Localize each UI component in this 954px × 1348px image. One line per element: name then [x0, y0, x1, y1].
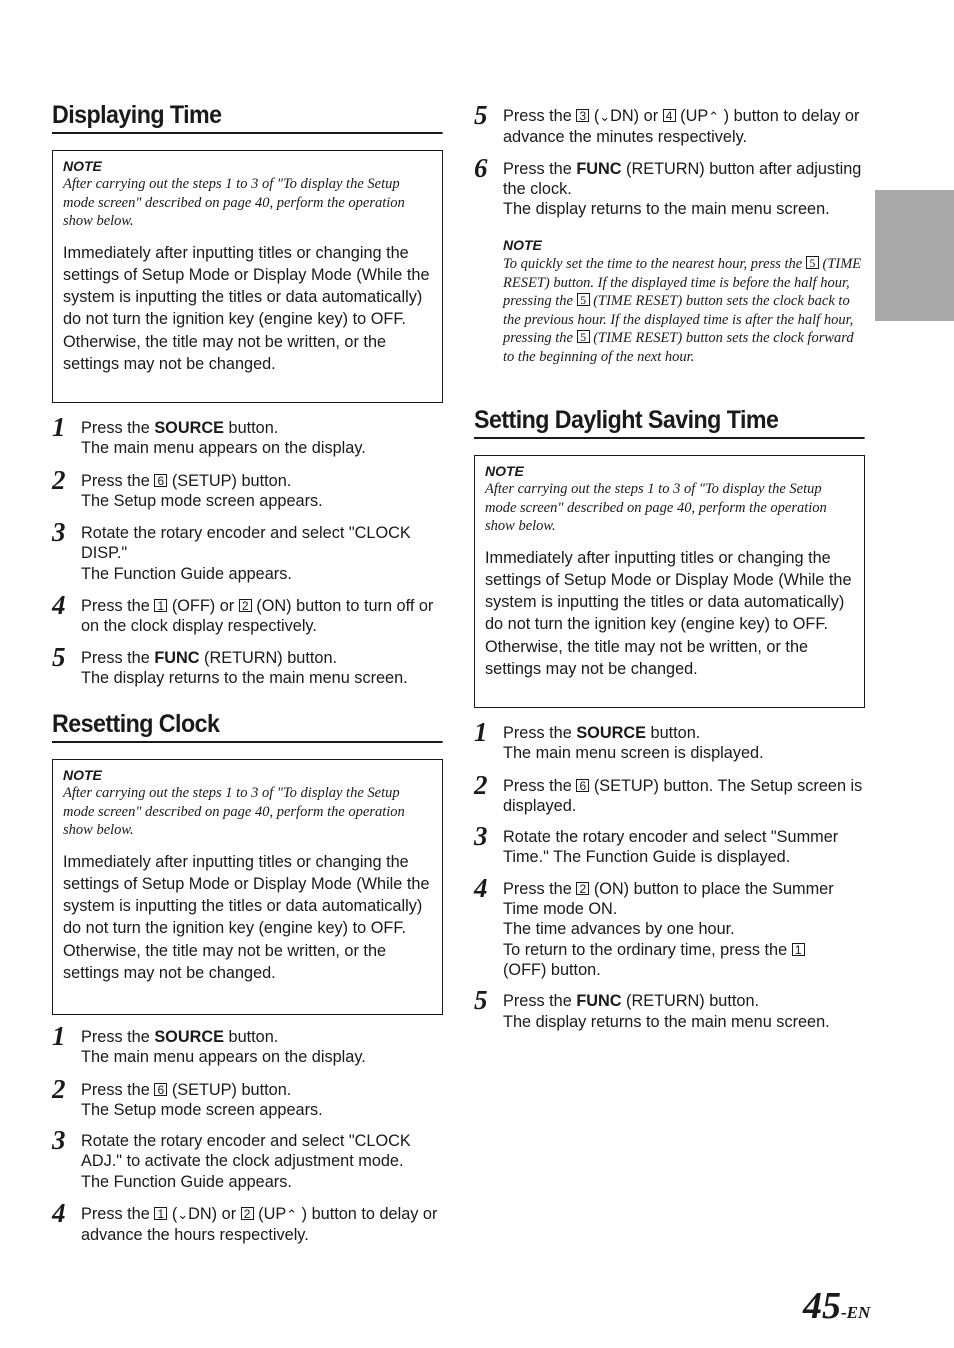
note-italic-text: After carrying out the steps 1 to 3 of "To display the Setup mode screen" described on page 40, perform the operation show below. — [63, 785, 405, 838]
key-name: SOURCE — [576, 724, 646, 742]
step-number: 4 — [52, 590, 66, 621]
daylight-steps — [474, 717, 865, 1032]
step-text: (OFF) or — [167, 597, 239, 616]
step-text: Press the — [81, 597, 155, 616]
step-result: The display returns to the main menu screen. — [81, 668, 408, 687]
step-text: (RETURN) button. — [621, 992, 760, 1011]
step-result: The display returns to the main menu screen. — [503, 200, 830, 219]
chevron-up-icon: ⌃ — [286, 1207, 298, 1223]
section-tab — [875, 190, 954, 321]
step — [474, 872, 865, 980]
step-text: Rotate the rotary encoder and select "CLOCK ADJ." to activate the clock adjustment mode. — [81, 1132, 411, 1171]
step-text: Press the — [81, 471, 155, 490]
step-number: 4 — [52, 1198, 66, 1229]
button-key: 4 — [663, 109, 676, 122]
resetting-steps-continued — [474, 100, 865, 219]
note-box — [52, 150, 443, 403]
step-number: 1 — [474, 717, 488, 747]
note-text: To quickly set the time to the nearest hour, press the — [503, 256, 806, 272]
button-key: 2 — [241, 1207, 254, 1220]
chevron-up-icon: ⌃ — [708, 109, 720, 124]
page-number-value: 45 — [803, 1285, 841, 1327]
step-text: Press the — [503, 724, 577, 742]
step-text: (OFF) button. — [503, 960, 601, 979]
step — [52, 1125, 443, 1192]
step — [52, 464, 443, 512]
step-text: Press the — [81, 1080, 155, 1099]
displaying-time-section — [52, 101, 443, 403]
note-box — [52, 759, 443, 1015]
key-name: SOURCE — [154, 1028, 224, 1046]
step-text: To return to the ordinary time, press the — [503, 940, 792, 959]
step-text: Press the — [81, 1205, 155, 1224]
button-key: 5 — [806, 256, 819, 269]
chevron-down-icon: ⌄ — [177, 1207, 189, 1223]
step-number: 4 — [474, 872, 488, 903]
note-body-1: Immediately after inputting titles or changing the settings of Setup Mode or Display Mode (While the system is inputting the titles or data automatically) do not turn the ignition key (engine key) to OFF. — [485, 548, 852, 634]
note-body-2: Otherwise, the title may not be written, or the settings may not be changed. — [485, 637, 809, 678]
note-body — [63, 851, 432, 985]
button-key: 5 — [577, 293, 590, 306]
button-key: 1 — [792, 943, 805, 956]
step — [474, 985, 865, 1032]
step-number: 2 — [52, 464, 66, 495]
button-key: 6 — [154, 474, 167, 487]
key-name: SOURCE — [154, 419, 224, 437]
step-text: DN) or — [610, 107, 663, 125]
step-text: Press the — [81, 648, 155, 667]
step-result: The time advances by one hour. — [503, 920, 735, 939]
step-text: (ON) button to turn off or on the clock display respectively. — [81, 597, 434, 636]
page-number — [803, 1284, 870, 1328]
note-label: NOTE — [485, 463, 524, 479]
key-name: FUNC — [576, 992, 622, 1011]
step — [52, 1021, 443, 1068]
note-body-1: Immediately after inputting titles or changing the settings of Setup Mode or Display Mode (While the system is inputting the titles or data automatically) do not turn the ignition key (engine key) to OFF. — [63, 852, 430, 938]
button-key: 2 — [576, 882, 589, 895]
step — [474, 152, 865, 220]
step-number: 3 — [52, 517, 66, 548]
step — [52, 1198, 443, 1246]
step-number: 1 — [52, 1021, 66, 1051]
key-name: FUNC — [154, 648, 200, 667]
step — [474, 769, 865, 817]
step-result: The main menu appears on the display. — [81, 1048, 366, 1067]
step — [474, 717, 865, 764]
step-number: 5 — [474, 100, 488, 130]
note-label: NOTE — [63, 767, 102, 783]
button-key: 6 — [154, 1083, 167, 1096]
note-italic-text — [503, 255, 865, 366]
section-title: Displaying Time — [52, 101, 443, 134]
button-key: 1 — [154, 599, 167, 612]
note-label: NOTE — [503, 237, 542, 253]
step-number: 3 — [52, 1125, 66, 1156]
step-number: 5 — [474, 985, 488, 1016]
step-number: 1 — [52, 412, 66, 442]
step-text: (ON) button to place the Summer Time mode ON. — [503, 879, 834, 919]
resetting-clock-section — [52, 710, 443, 1015]
note-box — [474, 455, 865, 708]
step-text: button. — [223, 419, 279, 437]
button-key: 5 — [577, 330, 590, 343]
step-result: The Setup mode screen appears. — [81, 1100, 323, 1119]
step — [52, 1073, 443, 1121]
step-text: Press the — [503, 107, 577, 125]
note-body — [63, 242, 432, 376]
page-suffix: -EN — [841, 1303, 871, 1322]
step-text: (SETUP) button. The Setup screen is displayed. — [503, 776, 863, 815]
step — [52, 412, 443, 459]
step-text: ) button to delay or advance the minutes respectively. — [503, 107, 860, 147]
step-text: Press the — [503, 159, 577, 178]
button-key: 6 — [576, 779, 589, 792]
button-key: 1 — [154, 1207, 167, 1220]
step-result: The Function Guide appears. — [81, 1172, 292, 1191]
step-text: DN) or — [188, 1205, 241, 1224]
chevron-down-icon: ⌄ — [599, 109, 611, 124]
step-number: 5 — [52, 641, 66, 672]
step-result: The Function Guide appears. — [81, 564, 292, 583]
note-italic-text: After carrying out the steps 1 to 3 of "To display the Setup mode screen" described on page 40, perform the operation show below. — [63, 176, 405, 229]
step-text: ) button to delay or advance the hours respectively. — [81, 1205, 438, 1245]
step-result: The display returns to the main menu screen. — [503, 1012, 830, 1031]
button-key: 2 — [239, 599, 252, 612]
resetting-steps — [52, 1021, 443, 1246]
note-body-2: Otherwise, the title may not be written, or the settings may not be changed. — [63, 941, 387, 982]
step-number: 2 — [474, 769, 488, 800]
note-text: (TIME RESET) button sets the clock back to the previous hour. If the displayed time is after the half hour, pressing the — [503, 293, 854, 346]
step-text: (SETUP) button. — [167, 471, 292, 490]
step-number: 6 — [474, 152, 488, 183]
step-text: Press the — [81, 1028, 155, 1046]
step-text: (SETUP) button. — [167, 1080, 292, 1099]
button-key: 3 — [576, 109, 589, 122]
step — [52, 641, 443, 689]
section-title: Resetting Clock — [52, 710, 443, 743]
step-text: (RETURN) button after adjusting the clock. — [503, 159, 862, 198]
displaying-steps — [52, 412, 443, 688]
step-text: ( — [589, 107, 600, 125]
step-result: The Setup mode screen appears. — [81, 491, 323, 510]
step — [474, 100, 865, 148]
step-text: button. — [645, 724, 701, 742]
section-title: Setting Daylight Saving Time — [474, 406, 865, 439]
note-italic-text: After carrying out the steps 1 to 3 of "To display the Setup mode screen" described on page 40, perform the operation show below. — [485, 481, 827, 534]
step-result: The main menu screen is displayed. — [503, 744, 764, 763]
time-reset-note — [503, 236, 865, 366]
note-text: (TIME RESET) button sets the clock forward to the beginning of the next hour. — [503, 330, 854, 365]
step-text: (UP — [253, 1205, 287, 1224]
step-text: ( — [167, 1205, 178, 1224]
step — [52, 590, 443, 637]
step-text: Press the — [503, 992, 577, 1011]
step-text: Press the — [503, 879, 577, 898]
note-body-1: Immediately after inputting titles or changing the settings of Setup Mode or Display Mode (While the system is inputting the titles or data automatically) do not turn the ignition key (engine key) to OFF. — [63, 243, 430, 329]
step-text: Press the — [81, 419, 155, 437]
step-text: Rotate the rotary encoder and select "CLOCK DISP." — [81, 524, 411, 563]
step-text: (RETURN) button. — [199, 648, 338, 667]
step — [474, 821, 865, 868]
note-label: NOTE — [63, 158, 102, 174]
step-text: Press the — [503, 776, 577, 795]
daylight-saving-section — [474, 406, 865, 708]
step-text: Rotate the rotary encoder and select "Summer Time." The Function Guide is displayed. — [503, 828, 839, 867]
note-body-2: Otherwise, the title may not be written, or the settings may not be changed. — [63, 332, 387, 373]
step — [52, 517, 443, 584]
note-body — [485, 547, 854, 681]
step-text: button. — [223, 1028, 279, 1046]
key-name: FUNC — [576, 159, 622, 178]
step-number: 2 — [52, 1073, 66, 1104]
note-text: (TIME RESET) button. If the displayed time is before the half hour, pressing the — [503, 256, 862, 309]
step-number: 3 — [474, 821, 488, 852]
step-result: The main menu appears on the display. — [81, 439, 366, 458]
step-text: (UP — [675, 107, 709, 125]
